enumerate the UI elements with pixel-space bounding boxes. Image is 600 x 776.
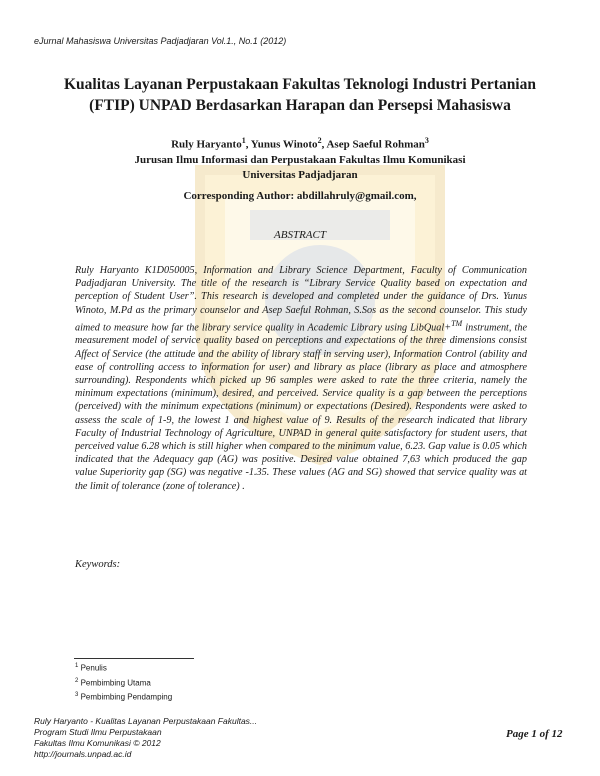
trademark-mark: TM xyxy=(451,318,463,328)
affiliation-line-1: Jurusan Ilmu Informasi dan Perpustakaan Fakultas Ilmu Komunikasi xyxy=(134,153,466,166)
page-footer xyxy=(34,716,257,760)
footnote-item: $^3$ Pembimbing Pendamping xyxy=(75,692,173,702)
corresponding-author: Corresponding Author: abdillahruly@gmail.com, xyxy=(183,190,417,202)
affiliation-line-2: Universitas Padjadjaran xyxy=(242,168,358,181)
abstract-heading: ABSTRACT xyxy=(274,229,326,241)
author-separator: , xyxy=(245,138,251,151)
author-1-mark: 1 xyxy=(241,136,246,145)
paper-title xyxy=(60,74,540,116)
author-2-mark: 2 xyxy=(317,136,322,145)
footer-line-2: Program Studi Ilmu Perpustakaan xyxy=(34,727,162,737)
footnote-item: $^1$ Penulis xyxy=(75,663,107,673)
keywords-label: Keywords: xyxy=(75,559,121,570)
abstract-text-2: instrument, the measurement model of service quality based on perceptions and expectations of the three dimensions consist Affect of Service (the attitude and the ability of library staff in serving user), Information Control (ability and ease of controlling access to information for user) and library as place (library as place and atmosphere surrounding). Respondents which picked up 96 samples were asked to rate the three criteria, namely the minimum expectations (minimum), desired, and perceived. Service quality is a gap between the perceptions (perceived) with the minimum expectations (minimum) or expectations (Desired). Respondents were asked to assess the scale of 1-9, the lowest 1 and highest value of 9. Results of the research indicated that library Faculty of Industrial Technology of Agriculture, UNPAD in general quite satisfactory for student users, that perceived value 6.28 which is still higher when compared to the minimum value, 6.23. Gap value is 0.05 which indicated that the Adequacy gap (AG) was positive. Desired value obtained 7,63 which produced the gap value Superiority gap (SG) was negative -1.35. These values (AG and SG) showed that service quality was at the limit of tolerance (zone of tolerance) . xyxy=(75,322,527,492)
abstract-text-1: Ruly Haryanto K1D050005, Information and Library Science Department, Faculty of Communication Padjadjaran University. The title of the research is “Library Service Quality based on expectation and perception of Student User”. This research is developed and completed under the guidance of Drs. Yunus Winoto, M.Pd as the primary counselor and Asep Saeful Rohman, S.Sos as the second counselor. This study aimed to measure how far the library service quality in Academic Library using LibQual+ xyxy=(75,265,527,334)
title-line-1: Kualitas Layanan Perpustakaan Fakultas Teknologi Industri Pertanian xyxy=(63,76,536,93)
footnote-divider xyxy=(74,658,194,659)
title-line-2: (FTIP) UNPAD Berdasarkan Harapan dan Persepsi Mahasiswa xyxy=(89,97,511,114)
author-3: Asep Saeful Rohman xyxy=(326,138,425,151)
page-number: Page 1 of 12 xyxy=(506,728,563,740)
journal-header: eJurnal Mahasiswa Universitas Padjadjaran Vol.1., No.1 (2012) xyxy=(34,36,287,46)
footnote-item: $^2$ Pembimbing Utama xyxy=(75,677,151,688)
footer-line-1: Ruly Haryanto - Kualitas Layanan Perpustakaan Fakultas... xyxy=(34,716,258,726)
footer-url[interactable]: http://journals.unpad.ac.id xyxy=(34,749,132,759)
footer-line-3: Fakultas Ilmu Komunikasi © 2012 xyxy=(34,738,161,748)
author-block xyxy=(60,133,540,183)
author-2: Yunus Winoto xyxy=(250,138,318,151)
author-separator: , xyxy=(321,138,327,151)
author-list xyxy=(60,133,540,153)
footnotes xyxy=(75,660,172,704)
author-1: Ruly Haryanto xyxy=(171,138,242,151)
abstract-body xyxy=(75,264,527,493)
author-3-mark: 3 xyxy=(424,136,429,145)
